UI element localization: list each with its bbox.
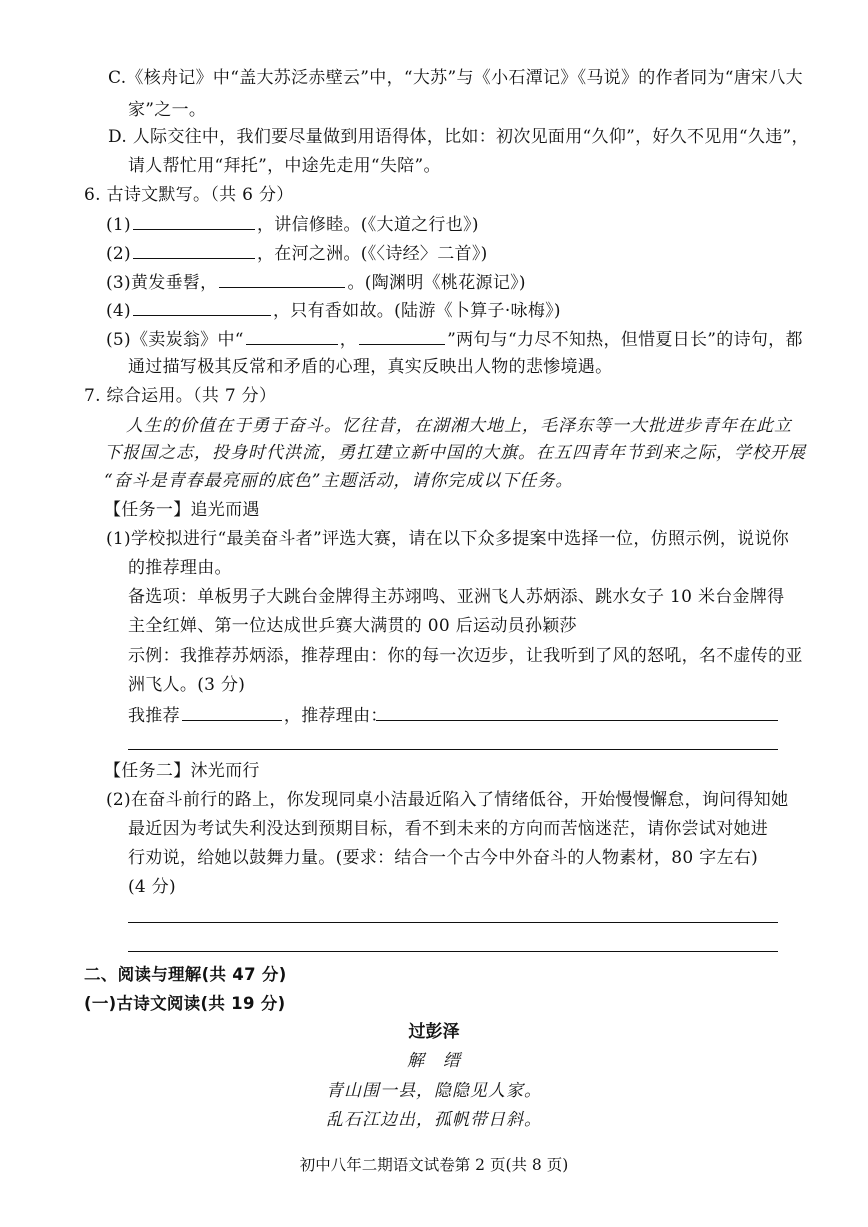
task2-line4: (4 分) xyxy=(128,877,176,897)
task1-line2: 的推荐理由。 xyxy=(128,558,232,578)
q6-item-5-comma: ， xyxy=(339,330,358,350)
q7-title: 7. 综合运用。（共 7 分） xyxy=(84,386,277,406)
q6-item-1 xyxy=(106,211,479,237)
task1-options-line2: 主全红婵、第一位达成世乒赛大满贯的 00 后运动员孙颖莎 xyxy=(128,616,577,636)
section2-subtitle: (一)古诗文阅读(共 19 分) xyxy=(84,994,286,1013)
task2-line3: 行劝说，给她以鼓舞力量。(要求：结合一个古今中外奋斗的人物素材，80 字左右) xyxy=(128,848,758,868)
q5-option-d-line1: D. 人际交往中，我们要尽量做到用语得体，比如：初次见面用“久仰”，好久不见用“久违”， xyxy=(108,127,809,147)
poem-title: 过彭泽 xyxy=(408,1022,460,1042)
task1-options-line1: 备选项：单板男子大跳台金牌得主苏翊鸣、亚洲飞人苏炳添、跳水女子 10 米台金牌得 xyxy=(128,587,785,607)
q6-item-4-number: (4) xyxy=(106,301,131,321)
task2-line2: 最近因为考试失利没达到预期目标，看不到未来的方向而苦恼迷茫，请你尝试对她进 xyxy=(128,819,769,839)
task2-answer-rule-2[interactable] xyxy=(128,951,778,952)
q5-option-c-line1: C.《核舟记》中“盖大苏泛赤壁云”中，“大苏”与《小石潭记》《马说》的作者同为“唐宋八大 xyxy=(108,68,803,88)
q6-item-3-prefix: (3)黄发垂髫， xyxy=(106,273,218,293)
task1-reason-blank[interactable] xyxy=(376,720,778,721)
task1-answer-rule-2[interactable] xyxy=(128,749,778,750)
section2-title: 二、阅读与理解(共 47 分) xyxy=(84,965,287,984)
task2-title: 【任务二】沐光而行 xyxy=(104,761,260,781)
q6-item-5-blank-1[interactable] xyxy=(246,326,338,345)
q6-item-2-number: (2) xyxy=(106,244,131,264)
q5-option-c-line2: 家”之一。 xyxy=(128,100,207,120)
q6-item-4 xyxy=(106,297,561,323)
q6-item-3-text: 。(陶渊明《桃花源记》) xyxy=(347,273,526,293)
q6-item-4-blank[interactable] xyxy=(133,297,271,316)
q6-item-4-text: ，只有香如故。(陆游《卜算子·咏梅》) xyxy=(272,301,561,321)
task1-recommend-label: 我推荐 xyxy=(128,706,180,726)
q5-option-d-line2: 请人帮忙用“拜托”，中途先走用“失陪”。 xyxy=(128,156,441,176)
q6-title: 6. 古诗文默写。（共 6 分） xyxy=(84,185,294,205)
q6-item-2-text: ，在河之洲。(《〈诗经〉二首》) xyxy=(256,244,488,264)
q6-item-2 xyxy=(106,240,488,266)
q7-intro-line3: “奋斗是青春最亮丽的底色”主题活动，请你完成以下任务。 xyxy=(104,471,574,491)
q6-item-1-text: ，讲信修睦。(《大道之行也》) xyxy=(256,215,479,235)
poem-author: 解 缙 xyxy=(407,1051,461,1071)
q7-intro-line1: 人生的价值在于勇于奋斗。忆往昔，在湖湘大地上，毛泽东等一大批进步青年在此立 xyxy=(126,416,792,436)
poem-line-1: 青山围一县，隐隐见人家。 xyxy=(326,1081,542,1101)
q7-intro-line2: 下报国之志，投身时代洪流，勇扛建立新中国的大旗。在五四青年节到来之际，学校开展 xyxy=(104,443,806,463)
task1-answer-line xyxy=(128,702,388,728)
q6-item-5 xyxy=(106,326,803,352)
task1-example-line1: 示例：我推荐苏炳添，推荐理由：你的每一次迈步，让我听到了风的怒吼，名不虚传的亚 xyxy=(128,646,803,666)
q6-item-5-blank-2[interactable] xyxy=(359,326,445,345)
q6-item-5-text: ”两句与“力尽不知热，但惜夏日长”的诗句，都 xyxy=(447,330,803,350)
task2-answer-rule-1[interactable] xyxy=(128,922,778,923)
poem-line-2: 乱石江边出，孤帆带日斜。 xyxy=(326,1110,542,1130)
q6-item-3-blank[interactable] xyxy=(219,269,345,288)
q6-item-5-line2: 通过描写极其反常和矛盾的心理，真实反映出人物的悲惨境遇。 xyxy=(128,357,613,377)
task2-line1: (2)在奋斗前行的路上，你发现同桌小洁最近陷入了情绪低谷，开始慢慢懈怠，询问得知她 xyxy=(106,790,789,810)
q6-item-3 xyxy=(106,269,526,295)
task1-reason-label: ，推荐理由： xyxy=(283,706,388,726)
task1-example-line2: 洲飞人。(3 分) xyxy=(128,675,246,695)
task1-recommend-blank[interactable] xyxy=(182,702,282,721)
q6-item-2-blank[interactable] xyxy=(133,240,255,259)
q6-item-1-blank[interactable] xyxy=(133,211,255,230)
q6-item-5-prefix: (5)《卖炭翁》中“ xyxy=(106,330,244,350)
q6-item-1-number: (1) xyxy=(106,215,131,235)
task1-title: 【任务一】追光而遇 xyxy=(104,500,260,520)
page-footer: 初中八年二期语文试卷第 2 页(共 8 页) xyxy=(299,1156,569,1174)
task1-line1: (1)学校拟进行“最美奋斗者”评选大赛，请在以下众多提案中选择一位，仿照示例，说说你 xyxy=(106,529,790,549)
